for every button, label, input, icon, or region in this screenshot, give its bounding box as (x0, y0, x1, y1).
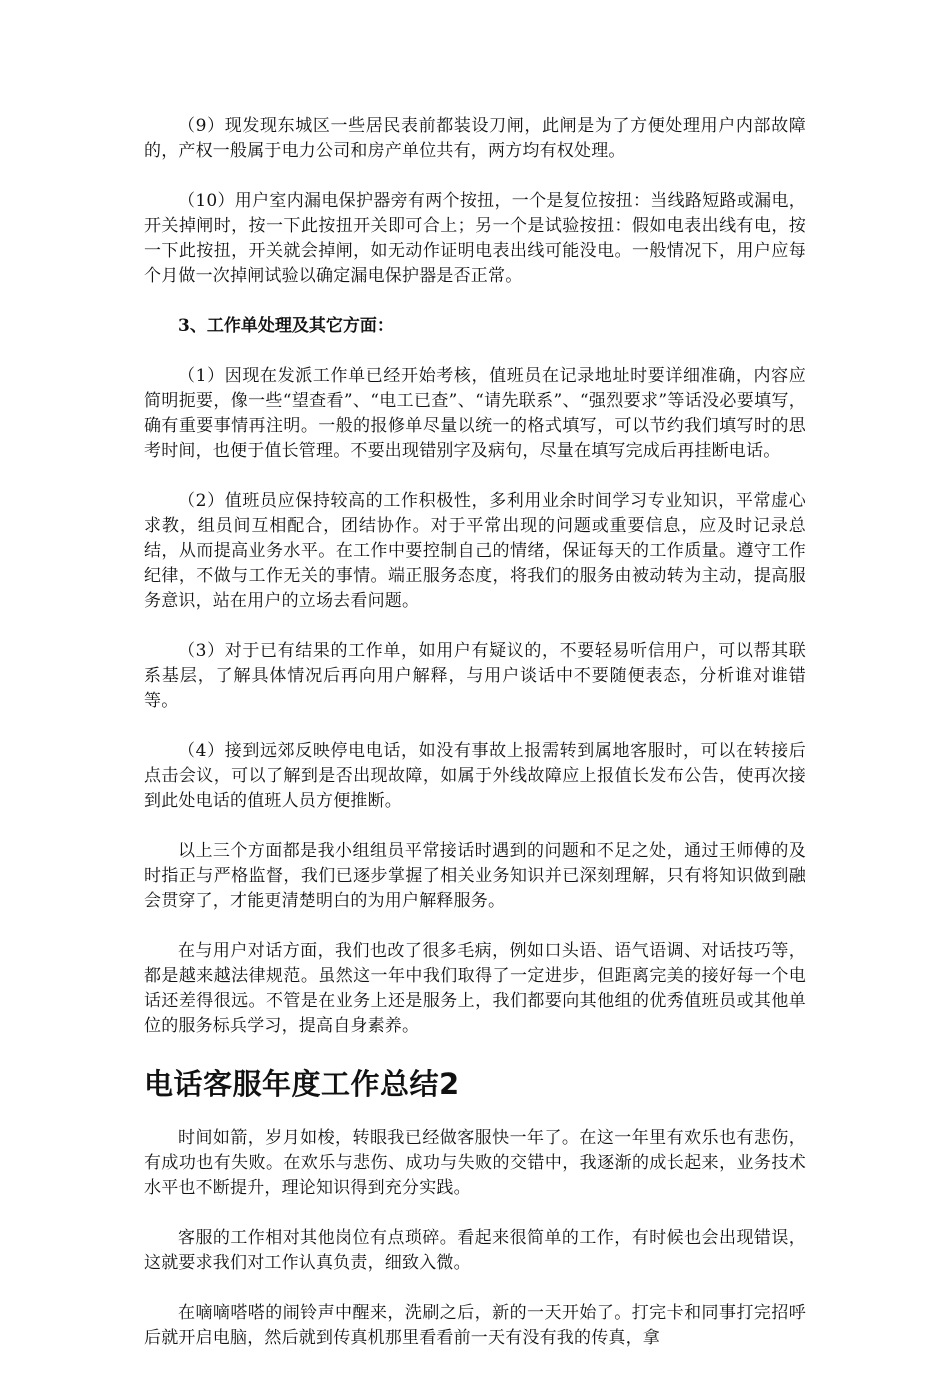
document-page (144, 114, 806, 1376)
section-subheading: 3、工作单处理及其它方面： (178, 316, 394, 336)
paragraph: 以上三个方面都是我小组组员平常接话时遇到的问题和不足之处，通过王师傅的及时指正与严格监督，我们已逐步掌握了相关业务知识并已深刻理解，只有将知识做到融会贯穿了，才能更清楚明白的为用户解释服务。 (144, 841, 806, 911)
paragraph: 在嘀嘀嗒嗒的闹铃声中醒来，洗刷之后，新的一天开始了。打完卡和同事打完招呼后就开启电脑，然后就到传真机那里看看前一天有没有我的传真，拿 (144, 1303, 806, 1348)
paragraph: 时间如箭，岁月如梭，转眼我已经做客服快一年了。在这一年里有欢乐也有悲伤，有成功也有失败。在欢乐与悲伤、成功与失败的交错中，我逐渐的成长起来，业务技术水平也不断提升，理论知识得到充分实践。 (144, 1128, 806, 1198)
paragraph: （2）值班员应保持较高的工作积极性，多利用业余时间学习专业知识，平常虚心求教，组员间互相配合，团结协作。对于平常出现的问题或重要信息，应及时记录总结，从而提高业务水平。在工作中要控制自己的情绪，保证每天的工作质量。遵守工作纪律，不做与工作无关的事情。端正服务态度，将我们的服务由被动转为主动，提高服务意识，站在用户的立场去看问题。 (144, 491, 806, 611)
paragraph: （1）因现在发派工作单已经开始考核，值班员在记录地址时要详细准确，内容应简明扼要，像一些“望查看”、“电工已查”、“请先联系”、“强烈要求”等话没必要填写，确有重要事情再注明。一般的报修单尽量以统一的格式填写，可以节约我们填写时的思考时间，也便于值长管理。不要出现错别字及病句，尽量在填写完成后再挂断电话。 (144, 366, 806, 461)
paragraph: 在与用户对话方面，我们也改了很多毛病，例如口头语、语气语调、对话技巧等，都是越来越法律规范。虽然这一年中我们取得了一定进步，但距离完美的接好每一个电话还差得很远。不管是在业务上还是服务上，我们都要向其他组的优秀值班员或其他单位的服务标兵学习，提高自身素养。 (144, 941, 806, 1036)
paragraph: （9）现发现东城区一些居民表前都装设刀闸，此闸是为了方便处理用户内部故障的，产权一般属于电力公司和房产单位共有，两方均有权处理。 (144, 116, 806, 161)
section-heading: 电话客服年度工作总结2 (144, 1067, 460, 1101)
paragraph: （4）接到远郊反映停电电话，如没有事故上报需转到属地客服时，可以在转接后点击会议，可以了解到是否出现故障，如属于外线故障应上报值长发布公告，使再次接到此处电话的值班人员方便推断。 (144, 741, 806, 811)
paragraph: （3）对于已有结果的工作单，如用户有疑议的，不要轻易听信用户，可以帮其联系基层，了解具体情况后再向用户解释，与用户谈话中不要随便表态，分析谁对谁错等。 (144, 641, 806, 711)
paragraph: 客服的工作相对其他岗位有点琐碎。看起来很简单的工作，有时候也会出现错误，这就要求我们对工作认真负责，细致入微。 (144, 1228, 806, 1273)
paragraph: （10）用户室内漏电保护器旁有两个按扭，一个是复位按扭：当线路短路或漏电，开关掉闸时，按一下此按扭开关即可合上；另一个是试验按扭：假如电表出线有电，按一下此按扭，开关就会掉闸，如无动作证明电表出线可能没电。一般情况下，用户应每个月做一次掉闸试验以确定漏电保护器是否正常。 (144, 191, 806, 286)
